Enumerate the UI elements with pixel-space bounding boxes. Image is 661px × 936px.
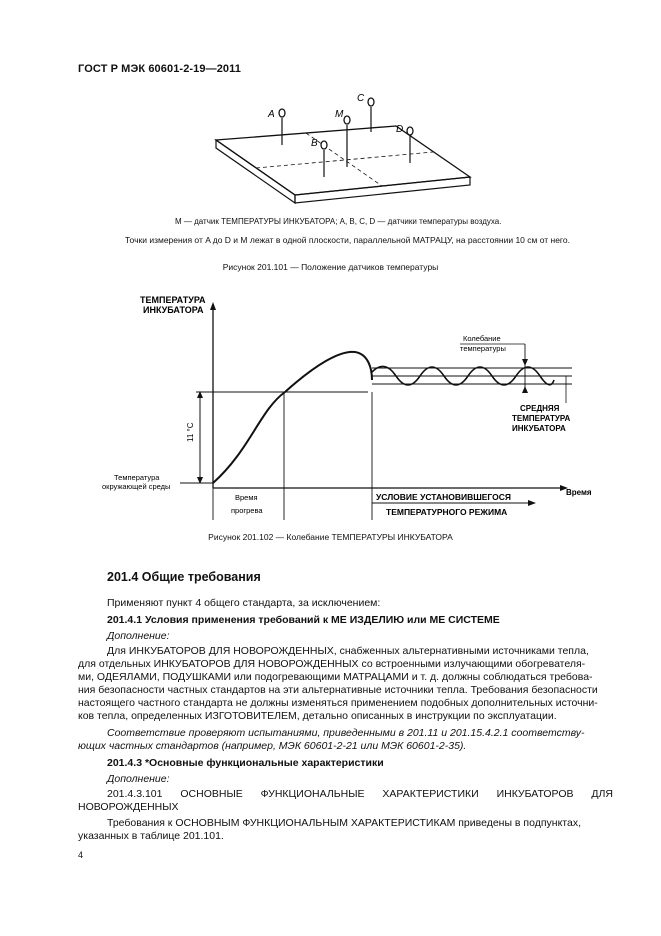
figure2-title: Рисунок 201.102 — Колебание ТЕМПЕРАТУРЫ ИНКУБАТОРА bbox=[208, 532, 453, 542]
item-4-3-101-line2: НОВОРОЖДЕННЫХ bbox=[78, 801, 179, 813]
sensor-position-diagram bbox=[200, 90, 490, 212]
warmup-curve bbox=[213, 352, 372, 483]
steady-label-line2: ТЕМПЕРАТУРНОГО РЕЖИМА bbox=[386, 507, 508, 517]
delta-label: 11 °C bbox=[186, 422, 195, 442]
x-axis-label: Время bbox=[566, 488, 592, 497]
figure1-note: Точки измерения от A до D и M лежат в одной плоскости, параллельной МАТРАЦУ, на расстоянии 10 см от него. bbox=[125, 235, 570, 245]
subsection-4-3-requirements bbox=[78, 817, 614, 843]
subsection-4-1-body bbox=[78, 645, 614, 723]
sensor-a-icon bbox=[279, 109, 285, 117]
y-axis-label-line1: ТЕМПЕРАТУРА bbox=[140, 295, 206, 305]
compliance-line: Соответствие проверяют испытаниями, приведенными в 201.11 и 201.15.4.2.1 соответству- bbox=[107, 727, 585, 739]
label-a: A bbox=[268, 109, 275, 120]
item-4-3-101-text: 201.4.3.101 ОСНОВНЫЕ ФУНКЦИОНАЛЬНЫЕ ХАРАКТЕРИСТИКИ ИНКУБАТОРОВ ДЛЯ bbox=[107, 788, 613, 800]
label-b: B bbox=[311, 138, 318, 149]
compliance-line: ющих частных стандартов (например, МЭК 60601-2-21 или МЭК 60601-2-35). bbox=[78, 740, 467, 752]
body-line: настоящего частного стандарта не должны изменяться применением подобных дополнительных источни- bbox=[78, 697, 598, 709]
figure1-title: Рисунок 201.101 — Положение датчиков температуры bbox=[222, 262, 439, 272]
body-line: ми, ОДЕЯЛАМИ, ПОДУШКАМИ или подогревающими МАТРАЦАМИ и т. д. должны соблюдаться требова- bbox=[78, 671, 593, 683]
body-line: ков тепла, определенных ИЗГОТОВИТЕЛЕМ, детально описанных в инструкции по эксплуатации. bbox=[78, 710, 557, 722]
sensor-m-icon bbox=[344, 116, 350, 124]
label-c: C bbox=[357, 93, 365, 104]
sensor-b-icon bbox=[321, 141, 327, 149]
warmup-label-line2: прогрева bbox=[231, 506, 263, 515]
section-heading: 201.4 Общие требования bbox=[107, 570, 261, 584]
subsection-4-1-heading: 201.4.1 Условия применения требований к МЕ ИЗДЕЛИЮ или МЕ СИСТЕМЕ bbox=[107, 614, 500, 626]
label-d: D bbox=[396, 124, 404, 135]
ambient-label-line2: окружающей среды bbox=[102, 482, 171, 491]
subsection-4-1-addition: Дополнение: bbox=[107, 630, 170, 642]
subsection-4-3-heading: 201.4.3 *Основные функциональные характеристики bbox=[107, 757, 384, 769]
label-m: M bbox=[335, 109, 344, 120]
mean-label-line2: ТЕМПЕРАТУРА bbox=[512, 414, 571, 423]
mean-label-line3: ИНКУБАТОРА bbox=[512, 424, 566, 433]
body-line: Для ИНКУБАТОРОВ ДЛЯ НОВОРОЖДЕННЫХ, снабженных альтернативными источниками тепла, bbox=[107, 645, 589, 657]
y-axis-label-line2: ИНКУБАТОРА bbox=[143, 305, 204, 315]
sensor-c-icon bbox=[368, 98, 374, 106]
mattress-side bbox=[216, 140, 295, 203]
req-line: указанных в таблице 201.101. bbox=[78, 830, 224, 842]
body-line: для отдельных ИНКУБАТОРОВ ДЛЯ НОВОРОЖДЕННЫХ со встроенными излучающими обогревателя- bbox=[78, 658, 586, 670]
ambient-label-line1: Температура bbox=[114, 473, 160, 482]
sensor-d-icon bbox=[407, 127, 413, 135]
fluctuation-label-line2: температуры bbox=[460, 344, 506, 353]
warmup-label-line1: Время bbox=[235, 493, 258, 502]
section-intro: Применяют пункт 4 общего стандарта, за исключением: bbox=[107, 597, 381, 609]
req-line: Требования к ОСНОВНЫМ ФУНКЦИОНАЛЬНЫМ ХАРАКТЕРИСТИКАМ приведены в подпунктах, bbox=[107, 817, 581, 829]
subsection-4-1-compliance bbox=[78, 727, 614, 753]
fluctuation-label-line1: Колебание bbox=[463, 334, 501, 343]
item-4-3-101-line1 bbox=[107, 788, 613, 801]
subsection-4-3-addition: Дополнение: bbox=[107, 773, 170, 785]
figure1-legend: M — датчик ТЕМПЕРАТУРЫ ИНКУБАТОРА; A, B, C, D — датчики температуры воздуха. bbox=[175, 217, 502, 226]
body-line: ния безопасности частных стандартов на эти альтернативные источники тепла. Требования безопасности bbox=[78, 684, 598, 696]
temperature-fluctuation-chart bbox=[100, 290, 610, 525]
steady-label-line1: УСЛОВИЕ УСТАНОВИВШЕГОСЯ bbox=[376, 492, 511, 502]
mean-label-line1: СРЕДНЯЯ bbox=[520, 404, 560, 413]
document-header: ГОСТ Р МЭК 60601-2-19—2011 bbox=[78, 63, 241, 75]
page-number: 4 bbox=[78, 850, 84, 860]
